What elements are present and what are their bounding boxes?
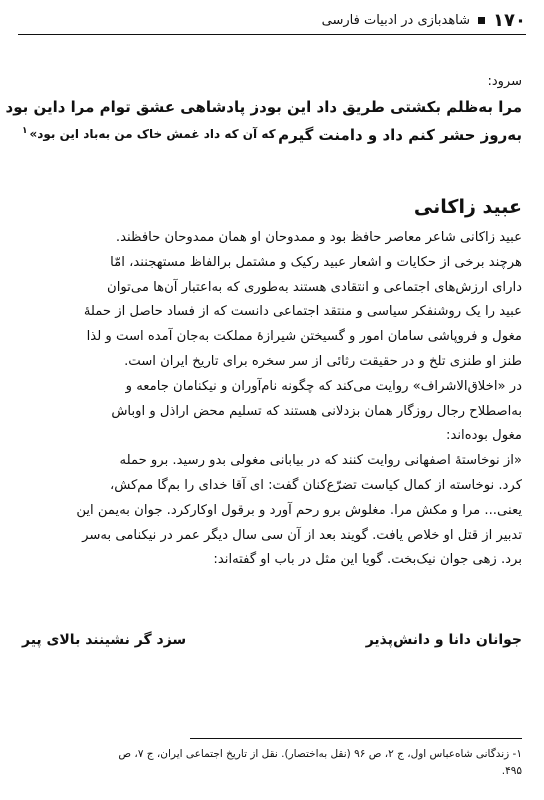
footnote-line: ۴۹۵. (501, 765, 522, 777)
body-line: یعنی... مرا و مکش مرا. مغلوش برو رحم آورد و برقول اوکارکرد. جوان به‌یمن این (76, 502, 522, 518)
body-line: مغول و فروپاشی سامان امور و گسیختن شیرازهٔ مملکت به‌جان آمده است و لذا (86, 329, 522, 345)
poem-bayt-2 (22, 126, 522, 144)
body-line: طنز او طنزی تلخ و در حقیقت رثائی از سر سخره برای تاریخ ایران است. (124, 353, 522, 369)
body-line: تدبیر از قتل او خلاص یافت. گویند بعد از آن سی سال دیگر عمر در نیکنامی به‌سر (82, 527, 522, 543)
body-line: به‌اصطلاح رجال روزگار همان بزدلانی هستند که تسلیم محض اراذل و اوباش (111, 403, 522, 419)
hemistich-left: ز پادشاهی عشق توام مرا داین بود (5, 98, 260, 116)
poem-bayt (22, 632, 522, 648)
hemistich-left: سزد گر نشینند بالای پیر (22, 632, 187, 648)
body-text (22, 226, 522, 573)
running-title: شاهدبازی در ادبیات فارسی (321, 12, 471, 28)
footnote-line: ۱- زندگانی شاه‌عباس اول، ج ۲، ص ۹۶ (نقل به‌اختصار). نقل از تاریخ اجتماعی ایران، ج ۷، ص (118, 748, 522, 760)
body-line: عبید را یک روشنفکر سیاسی و منتقد اجتماعی دانست که از فساد حاصل از حملهٔ (83, 304, 522, 320)
page-header (18, 6, 526, 34)
body-line: هرچند برخی از حکایات و اشعار عبید رکیک و مشتمل برالفاظ مستهجنند، امّا (110, 254, 522, 270)
hemistich-right: جوانان دانا و دانش‌پذیر (365, 632, 522, 648)
hemistich-left (22, 126, 276, 144)
footnote (22, 746, 522, 780)
body-line: مغول بوده‌اند: (446, 428, 522, 444)
footnote-reference: ۱ (22, 126, 28, 136)
section-title: عبید زاکانی (413, 196, 522, 218)
verse-label: سرود: (487, 74, 522, 89)
body-line: کرد. نوخاسته از کمال کیاست تضرّع‌کنان گفت: ای آقا خدای را بم‌گا مم‌کش، (109, 477, 522, 493)
header-square-marker (478, 17, 485, 24)
body-line: برد. زهی جوان نیک‌بخت. گویا این مثل در باب او گفته‌اند: (213, 552, 522, 568)
body-line: عبید زاکانی شاعر معاصر حافظ بود و ممدوحان او همان ممدوحان حافظند. (115, 230, 522, 245)
hemistich-left-text: که آن که داد غمش خاک من به‌باد این بود» (29, 127, 276, 141)
hemistich-right: مرا به‌ظلم بکشتی طریق داد این بود (259, 98, 522, 116)
body-line: «از نوخاستهٔ اصفهانی روایت کنند که در بیابانی مغولی بدو رسید. برو حمله (119, 453, 522, 469)
poem-block-2 (22, 632, 522, 648)
poem-bayt-1 (5, 98, 522, 116)
footnote-rule (190, 738, 522, 739)
page-number: ۱۷۰ (493, 9, 526, 31)
poem-block-1 (5, 98, 522, 154)
body-line: در «اخلاق‌الاشراف» روایت می‌کند که چگونه نام‌آوران و نیکنامان جامعه و (125, 378, 522, 394)
hemistich-right: به‌روز حشر کنم داد و دامنت گیرم (278, 126, 522, 144)
header-rule (18, 34, 526, 35)
body-line: دارای ارزش‌های اجتماعی و انتقادی هستند به‌طوری که به‌اعتبار آن‌ها می‌توان (107, 279, 522, 295)
